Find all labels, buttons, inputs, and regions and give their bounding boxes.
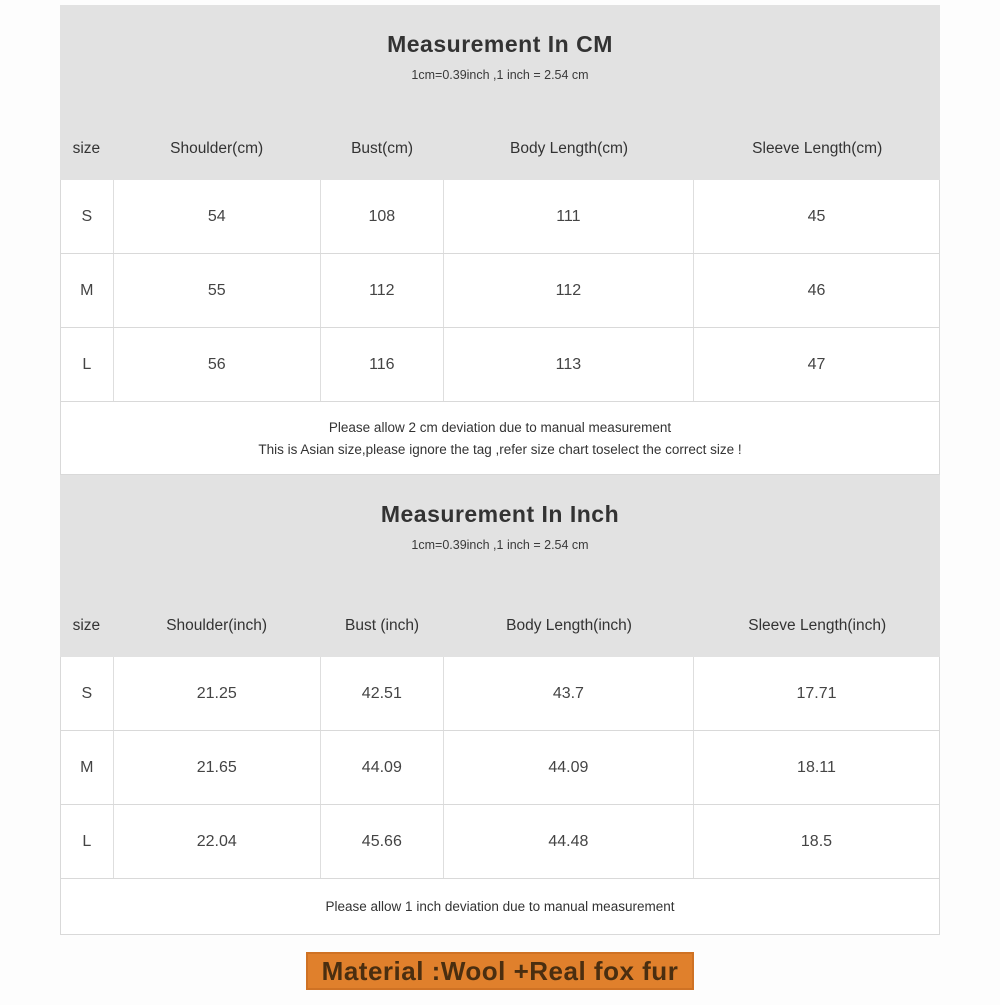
shoulder-value-cell: 55 bbox=[114, 254, 321, 327]
inch-header-block bbox=[60, 475, 940, 657]
sleeve-length-value-cell: 45 bbox=[807, 207, 826, 225]
material-banner-wrap bbox=[60, 952, 940, 990]
sleeve-length-value-cell: 18.5 bbox=[800, 832, 833, 850]
bust-value-cell: 108 bbox=[321, 180, 444, 253]
table-row bbox=[61, 328, 939, 402]
cm-table-body bbox=[60, 180, 940, 402]
cm-measurement-section bbox=[60, 5, 940, 475]
body-length-value-cell: 112 bbox=[444, 254, 694, 327]
cm-header-block bbox=[60, 5, 940, 180]
size-chart-sheet bbox=[60, 5, 940, 990]
size-label-cell: L bbox=[61, 805, 114, 878]
shoulder-value-cell: 22.04 bbox=[114, 805, 321, 878]
inch-measurement-section bbox=[60, 475, 940, 935]
column-header-sleeve-length: Sleeve Length(inch) bbox=[748, 617, 887, 634]
material-banner: Material :Wool +Real fox fur bbox=[306, 952, 695, 990]
size-label-cell: L bbox=[61, 328, 114, 401]
bust-value-cell: 116 bbox=[321, 328, 444, 401]
sleeve-length-value-cell: 47 bbox=[807, 355, 826, 373]
column-header-shoulder: Shoulder(inch) bbox=[166, 617, 268, 634]
body-length-value-cell: 44.09 bbox=[444, 731, 694, 804]
body-length-value-cell: 44.48 bbox=[444, 805, 694, 878]
body-length-value-cell: 113 bbox=[444, 328, 694, 401]
table-row bbox=[61, 254, 939, 328]
size-label-cell: M bbox=[61, 254, 114, 327]
inch-conversion-note: 1cm=0.39inch ,1 inch = 2.54 cm bbox=[411, 538, 589, 552]
note-line: Please allow 2 cm deviation due to manual measurement bbox=[328, 419, 672, 435]
inch-notes-box bbox=[60, 879, 940, 935]
sleeve-length-value-cell: 17.71 bbox=[796, 684, 837, 702]
shoulder-value-cell: 21.65 bbox=[114, 731, 321, 804]
cm-section-title: Measurement In CM bbox=[387, 31, 613, 57]
table-row bbox=[61, 731, 939, 805]
body-length-value-cell: 43.7 bbox=[444, 657, 694, 730]
table-row bbox=[61, 180, 939, 254]
bust-value-cell: 112 bbox=[321, 254, 444, 327]
column-header-sleeve-length: Sleeve Length(cm) bbox=[752, 140, 883, 157]
table-row bbox=[61, 657, 939, 731]
column-header-size: size bbox=[72, 140, 101, 157]
note-line: This is Asian size,please ignore the tag ,refer size chart toselect the correct size ! bbox=[258, 441, 742, 457]
sleeve-length-value-cell: 18.11 bbox=[797, 758, 836, 776]
bust-value-cell: 45.66 bbox=[321, 805, 444, 878]
inch-section-title: Measurement In Inch bbox=[380, 501, 620, 527]
bust-value-cell: 42.51 bbox=[321, 657, 444, 730]
sleeve-length-value-cell: 46 bbox=[807, 281, 826, 299]
table-row bbox=[61, 805, 939, 879]
size-label-cell: S bbox=[61, 657, 114, 730]
note-line: Please allow 1 inch deviation due to manual measurement bbox=[325, 899, 675, 914]
cm-column-header-row bbox=[60, 118, 940, 180]
column-header-body-length: Body Length(inch) bbox=[506, 617, 632, 634]
column-header-bust: Bust(cm) bbox=[351, 140, 414, 157]
inch-column-header-row bbox=[60, 595, 940, 657]
column-header-shoulder: Shoulder(cm) bbox=[170, 140, 264, 157]
column-header-body-length: Body Length(cm) bbox=[510, 140, 629, 157]
bust-value-cell: 44.09 bbox=[321, 731, 444, 804]
shoulder-value-cell: 56 bbox=[114, 328, 321, 401]
shoulder-value-cell: 54 bbox=[114, 180, 321, 253]
shoulder-value-cell: 21.25 bbox=[114, 657, 321, 730]
column-header-bust: Bust (inch) bbox=[345, 617, 420, 634]
size-label-cell: S bbox=[61, 180, 114, 253]
body-length-value-cell: 111 bbox=[444, 180, 694, 253]
cm-notes-box bbox=[60, 402, 940, 475]
column-header-size: size bbox=[72, 617, 101, 634]
cm-conversion-note: 1cm=0.39inch ,1 inch = 2.54 cm bbox=[411, 68, 589, 82]
size-label-cell: M bbox=[61, 731, 114, 804]
inch-table-body bbox=[60, 657, 940, 879]
